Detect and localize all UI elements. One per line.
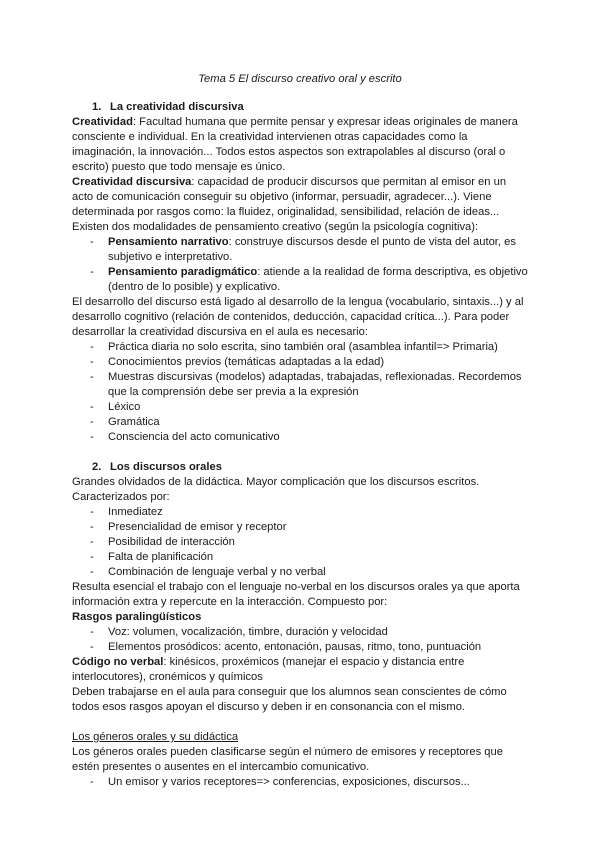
list-item: - Falta de planificación <box>72 550 528 565</box>
list-item: - Inmediatez <box>72 505 528 520</box>
modalidad-term: Pensamiento paradigmático <box>108 266 258 278</box>
creatividad-definition: : Facultad humana que permite pensar y expresar ideas originales de manera consciente e individual. En la creatividad intervienen otras capacidades como la imaginación, la innovación... Todos estos aspectos son extrapolables al discurso (oral o escrito) puesto que todo mensaje es único. <box>72 116 518 173</box>
list-item: - Un emisor y varios receptores=> conferencias, exposiciones, discursos... <box>72 775 528 790</box>
spacer <box>72 715 528 730</box>
list-item <box>72 265 528 295</box>
creatividad-discursiva-paragraph <box>72 175 528 235</box>
generos-paragraph: Los géneros orales pueden clasificarse según el número de emisores y receptores que estén presentes o ausentes en el intercambio comunicativo. <box>72 746 503 773</box>
creatividad-discursiva-definition: : capacidad de producir discursos que permitan al emisor en un acto de comunicación conseguir su objetivo (informar, persuadir, agradecer...). Viene determinada por rasgos como: la fluidez, originalidad, sensibilidad, relación de ideas... Existen dos modalidades de pensamiento creativo (según la psicología cognitiva): <box>72 176 507 233</box>
list-item: - Léxico <box>72 400 528 415</box>
creatividad-paragraph <box>72 115 528 175</box>
section-2-heading <box>92 460 528 475</box>
rasgos-list <box>72 625 528 655</box>
list-item: - Combinación de lenguaje verbal y no verbal <box>72 565 528 580</box>
modalidad-text: : construye discursos desde el punto de vista del autor, es subjetivo e interpretativo. <box>108 236 516 263</box>
creatividad-discursiva-term: Creatividad discursiva <box>72 176 192 188</box>
modalidad-text: : atiende a la realidad de forma descriptiva, es objetivo (dentro de lo posible) y explicativo. <box>108 266 528 293</box>
list-item: - Gramática <box>72 415 528 430</box>
section-1-title: La creatividad discursiva <box>110 101 244 113</box>
list-item: - Elementos prosódicos: acento, entonación, pausas, ritmo, tono, puntuación <box>72 640 528 655</box>
list-item: - Conocimientos previos (temáticas adaptadas a la edad) <box>72 355 528 370</box>
codigo-no-verbal-term: Código no verbal <box>72 656 164 668</box>
section-1-number: 1. <box>92 101 102 113</box>
desarrollo-paragraph: El desarrollo del discurso está ligado al desarrollo de la lengua (vocabulario, sintaxis...) y al desarrollo cognitivo (relación de contenidos, deducción, capacidad crítica...). Para poder desarrollar la creatividad discursiva en el aula es necesario: <box>72 296 524 338</box>
caracteristicas-list <box>72 505 528 580</box>
spacer <box>72 445 528 460</box>
codigo-no-verbal-paragraph <box>72 655 528 685</box>
no-verbal-paragraph: Resulta esencial el trabajo con el lenguaje no-verbal en los discursos orales ya que aporta información extra y repercute en la interacción. Compuesto por: <box>72 581 520 608</box>
generos-heading: Los géneros orales y su didáctica <box>72 731 239 743</box>
document-title: Tema 5 El discurso creativo oral y escrito <box>198 73 402 85</box>
discursos-orales-intro: Grandes olvidados de la didáctica. Mayor complicación que los discursos escritos. Caracterizados por: <box>72 476 480 503</box>
list-item: - Voz: volumen, vocalización, timbre, duración y velocidad <box>72 625 528 640</box>
rasgos-heading: Rasgos paralingüísticos <box>72 611 202 623</box>
list-item: - Posibilidad de interacción <box>72 535 528 550</box>
list-item: - Presencialidad de emisor y receptor <box>72 520 528 535</box>
section-2-title: Los discursos orales <box>110 461 222 473</box>
list-item: - Práctica diaria no solo escrita, sino también oral (asamblea infantil=> Primaria) <box>72 340 528 355</box>
generos-list <box>72 775 528 790</box>
section-1-heading <box>92 100 528 115</box>
creatividad-term: Creatividad <box>72 116 133 128</box>
codigo-no-verbal-text: : kinésicos, proxémicos (manejar el espacio y distancia entre interlocutores), cronémicos y químicos <box>72 656 465 683</box>
section-2-number: 2. <box>92 461 102 473</box>
necesario-list <box>72 340 528 445</box>
list-item: - Muestras discursivas (modelos) adaptadas, trabajadas, reflexionadas. Recordemos que la comprensión debe ser previa a la expresión <box>72 370 528 400</box>
list-item <box>72 235 528 265</box>
deben-paragraph: Deben trabajarse en el aula para conseguir que los alumnos sean conscientes de cómo todos esos rasgos apoyan el discurso y deben ir en consonancia con el mismo. <box>72 686 507 713</box>
modalidad-term: Pensamiento narrativo <box>108 236 229 248</box>
list-item: - Consciencia del acto comunicativo <box>72 430 528 445</box>
modalidades-list <box>72 235 528 295</box>
